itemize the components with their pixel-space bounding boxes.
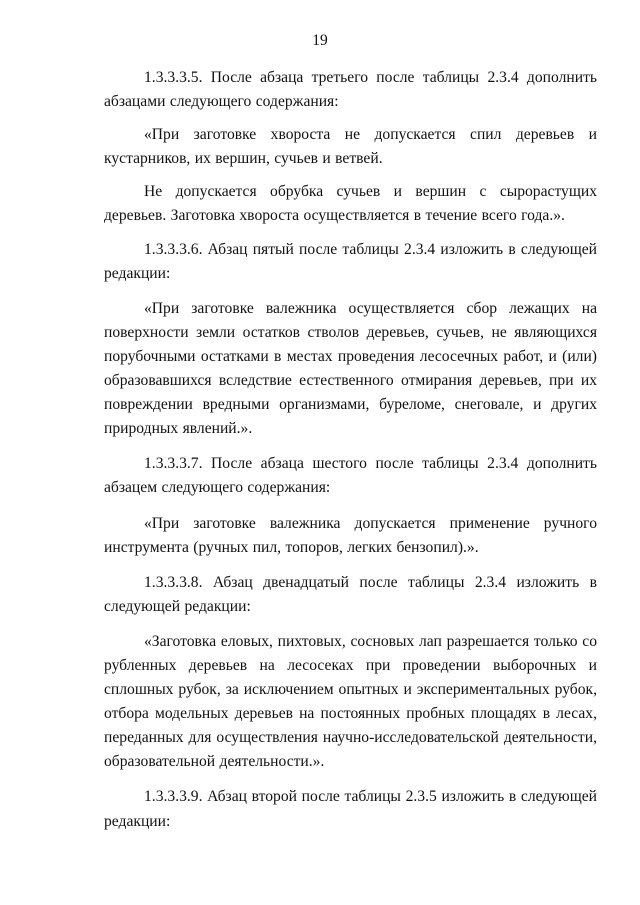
paragraph-1-3-3-3-5: 1.3.3.3.5. После абзаца третьего после таблицы 2.3.4 дополнить абзацами следующего содержания: (104, 69, 597, 111)
paragraph-1-3-3-3-9: 1.3.3.3.9. Абзац второй после таблицы 2.3.5 изложить в следующей редакции: (104, 788, 597, 830)
quote-paragraph: Не допускается обрубка сучьев и вершин с сырорастущих деревьев. Заготовка хвороста осуществляется в течение всего года.». (104, 183, 597, 225)
quote-paragraph: «Заготовка еловых, пихтовых, сосновых лап разрешается только со рубленных деревьев на лесосеках при проведении выборочных и сплошных рубок, за исключением опытных и экспериментальных рубок, отбора модельных деревьев на постоянных пробных площадях в лесах, переданных для осуществления научно-исследовательской деятельности, образовательной деятельности.». (104, 632, 597, 771)
paragraph-1-3-3-3-8: 1.3.3.3.8. Абзац двенадцатый после таблицы 2.3.4 изложить в следующей редакции: (104, 573, 597, 615)
document-body (104, 66, 597, 834)
quote-paragraph: «При заготовке валежника осуществляется сбор лежащих на поверхности земли остатков стволов деревьев, сучьев, не являющихся порубочными остатками в местах проведения лесосечных работ, и (или) образовавшихся вследствие естественного отмирания деревьев, при их повреждении вредными организмами, буреломе, снеговале, и других природных явлений.». (104, 299, 597, 438)
quote-paragraph: «При заготовке хвороста не допускается спил деревьев и кустарников, их вершин, сучьев и ветвей. (104, 126, 597, 168)
paragraph-1-3-3-3-7: 1.3.3.3.7. После абзаца шестого после таблицы 2.3.4 дополнить абзацем следующего содержания: (104, 455, 597, 497)
page-number: 19 (312, 32, 328, 49)
quote-paragraph: «При заготовке валежника допускается применение ручного инструмента (ручных пил, топоров, легких бензопил).». (104, 514, 597, 556)
paragraph-1-3-3-3-6: 1.3.3.3.6. Абзац пятый после таблицы 2.3.4 изложить в следующей редакции: (104, 240, 597, 282)
